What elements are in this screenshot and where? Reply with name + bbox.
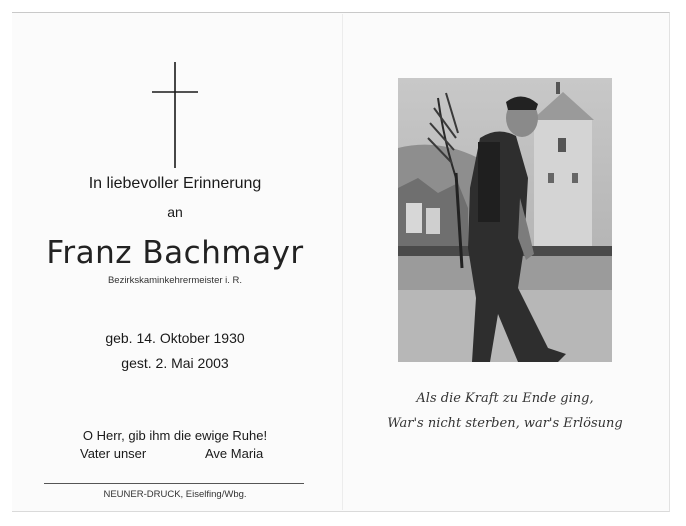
- prayer-line: O Herr, gib ihm die ewige Ruhe!: [82, 428, 268, 443]
- memory-line: In liebevoller Erinnerung: [88, 175, 262, 192]
- portrait-photo: [398, 78, 612, 362]
- deceased-name: Franz Bachmayr: [46, 235, 304, 271]
- printer-divider: [44, 483, 304, 484]
- death-date: gest. 2. Mai 2003: [121, 355, 229, 371]
- printer-credit: NEUNER-DRUCK, Eiselfing/Wbg.: [103, 489, 247, 500]
- an-line: an: [167, 204, 183, 220]
- card-fold-line: [342, 14, 343, 510]
- quote-line-1: Als die Kraft zu Ende ging,: [416, 391, 594, 406]
- vater-unser: Vater unser: [80, 446, 147, 461]
- occupation: Bezirkskaminkehrermeister i. R.: [107, 275, 243, 286]
- ave-maria: Ave Maria: [205, 446, 264, 461]
- cross-icon: [150, 62, 200, 168]
- quote-line-2: War's nicht sterben, war's Erlösung: [387, 416, 623, 431]
- birth-date: geb. 14. Oktober 1930: [105, 330, 245, 346]
